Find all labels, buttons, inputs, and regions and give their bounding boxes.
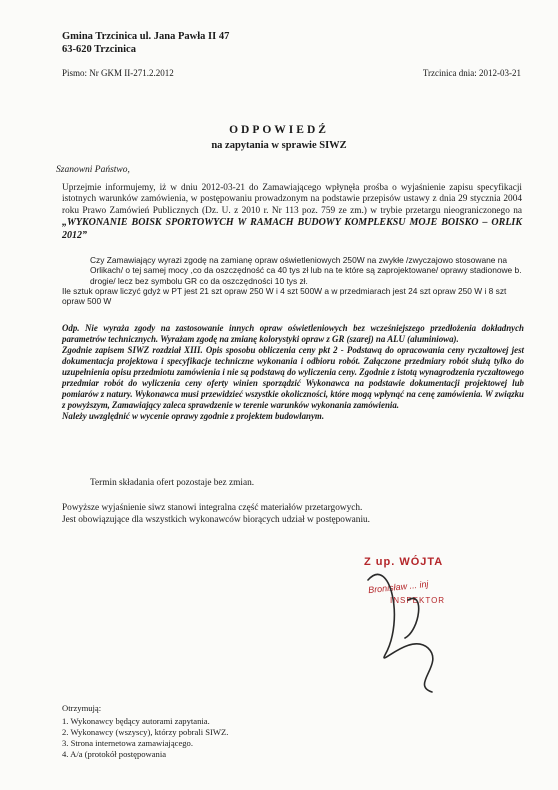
sender-line-2: 63-620 Trzcinica <box>62 44 136 55</box>
deadline-note: Termin składania ofert pozostaje bez zmian. <box>90 478 255 488</box>
recipient-item: 4. A/a (protokół postępowania <box>62 749 167 759</box>
intro-paragraph <box>62 183 522 242</box>
sender-address <box>62 30 229 56</box>
answer-paragraph-3: Należy uwzględnić w wycenie oprawy zgodnie z projektem budowlanym. <box>62 411 325 421</box>
recipients-list <box>62 703 228 760</box>
question-paragraph-2: Ile sztuk opraw liczyć gdyż w PT jest 21 szt opraw 250 W i 4 szt 500W a w przedmiarach jest 24 szt opraw 250 W i 8 szt opraw 500 W <box>62 285 507 307</box>
answer-block <box>62 323 524 422</box>
intro-text: Uprzejmie informujemy, iż w dniu 2012-03-21 do Zamawiającego wpłynęła prośba o wyjaśnienie zapisu specyfikacji istotnych warunków zamówienia, w postępowaniu prowadzonym na podstawie przepisów ustawy z dnia 29 stycznia 2004 roku Prawo Zamówień Publicznych (Dz. U. z 2010 r. Nr 113 poz. 759 ze zm.) w trybie przetargu nieograniczonego na <box>62 183 522 216</box>
place-date: Trzcinica dnia: 2012-03-21 <box>422 68 521 78</box>
sender-line-1: Gmina Trzcinica ul. Jana Pawła II 47 <box>62 31 230 42</box>
reference-number: Pismo: Nr GKM II-271.2.2012 <box>62 68 174 78</box>
stamp-line-1: Z up. WÓJTA <box>364 556 444 568</box>
handwritten-signature <box>350 560 460 700</box>
document-subtitle: na zapytania w sprawie SIWZ <box>211 140 347 151</box>
closing-paragraph-1: Powyższe wyjaśnienie siwz stanowi integralna część materiałów przetargowych. <box>62 503 363 513</box>
answer-paragraph-2: Zgodnie zapisem SIWZ rozdział XIII. Opis sposobu obliczenia ceny pkt 2 - Podstawą do opracowania ceny ryczałtowej jest dokumentacja projektowa i specyfikacje techniczne wykonania i odbioru robót. Załączone przedmiary robót służą tylko do uzupełnienia opisu przedmiotu zamówienia i nie są podstawą do wyliczenia ceny. Zgodnie z istotą wynagrodzenia ryczałtowego przedmiar robót do wyliczenia ceny oferty winien sporządzić Wykonawca na podstawie dokumentacji projektowej lub pomiarów z natury. Wykonawca musi przewidzieć wszystkie okoliczności, które mogą wpłynąć na cenę zamówienia. W związku z powyższym, Zamawiający zaleca sprawdzenie w terenie warunków wykonania zamówienia. <box>62 345 524 410</box>
document-title: ODPOWIEDŹ <box>229 124 329 136</box>
question-block <box>62 255 527 306</box>
stamp-line-2: Bronisław ... inj <box>367 578 429 596</box>
stamp-line-3: INSPEKTOR <box>390 596 446 605</box>
recipient-item: 1. Wykonawcy będący autorami zapytania. <box>62 716 210 726</box>
recipient-item: 2. Wykonawcy (wszyscy), którzy pobrali SIWZ. <box>62 727 229 737</box>
recipient-item: 3. Strona internetowa zamawiającego. <box>62 738 194 748</box>
project-name: „WYKONANIE BOISK SPORTOWYCH W RAMACH BUDOWY KOMPLEKSU MOJE BOISKO – ORLIK 2012” <box>62 217 522 241</box>
answer-paragraph-1: Odp. Nie wyraża zgody na zastosowanie innych opraw oświetleniowych bez wcześniejszego przedłożenia dokładnych parametrów technicznych. Wyrażam zgodę na zmianę kolorystyki opraw z GR (szarej) na ALU (aluminiowa). <box>62 323 524 344</box>
salutation: Szanowni Państwo, <box>56 165 130 175</box>
closing-paragraph-2: Jest obowiązujące dla wszystkich wykonawców biorących udział w postępowaniu. <box>62 514 371 525</box>
question-paragraph-1: Czy Zamawiający wyrazi zgodę na zamianę opraw oświetleniowych 250W na zwykłe /zwyczajowo stosowane na Orlikach/ o tej samej mocy ,co da oszczędność ca 40 tys zł lub na te które są zaprojektowane/ oprawy stadionowe b. drogie/ lecz bez symbolu GR co da oszczędności 10 tys zł. <box>90 255 522 286</box>
recipients-heading: Otrzymują: <box>62 703 102 713</box>
closing-block <box>62 503 522 526</box>
